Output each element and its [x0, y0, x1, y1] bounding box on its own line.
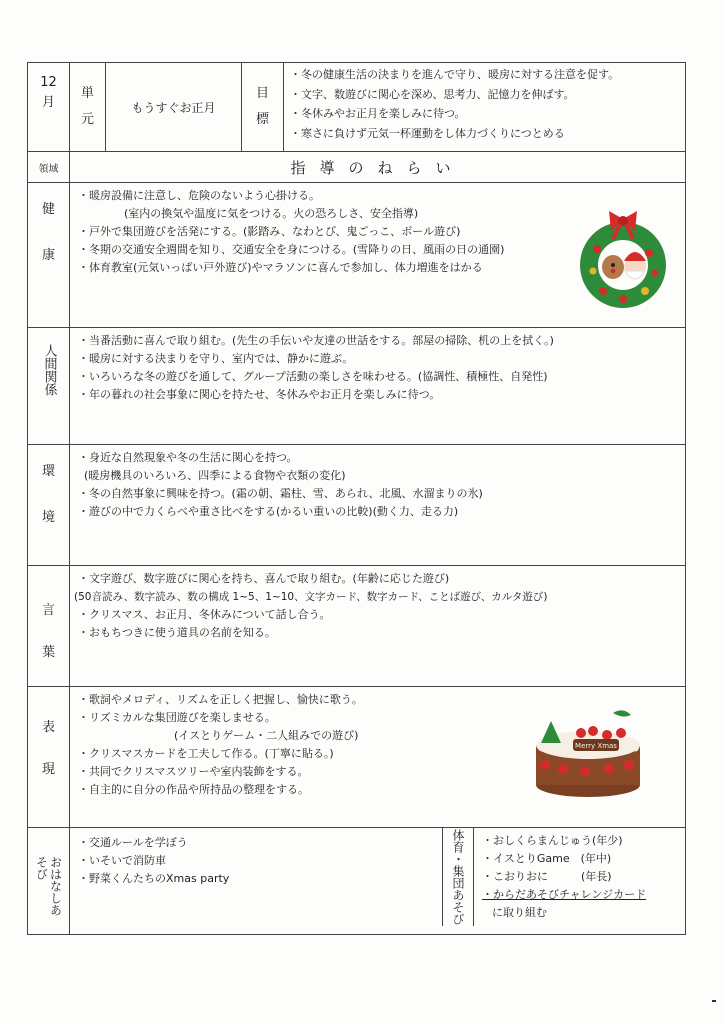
area-items-cell: [70, 687, 686, 828]
goal-item: ・冬の健康生活の決まりを進んで守り、暖房に対する注意を促す。: [290, 68, 620, 81]
list-item: ・文字遊び、数字遊びに関心を持ち、喜んで取り組む。(年齢に応じた遊び): [78, 572, 450, 585]
domain-label-cell: [28, 152, 70, 183]
area-name: 言 葉: [41, 603, 55, 660]
list-item: ・遊びの中で力くらべや重さ比べをする(かるい重いの比較)(動く力、走る力): [78, 505, 459, 518]
goal-item: ・文字、数遊びに関心を深め、思考力、記憶力を伸ばす。: [290, 87, 575, 101]
asobi-row: [28, 828, 686, 935]
list-item: ・暖房設備に注意し、危険のないよう心掛ける。: [78, 189, 320, 202]
list-item: ・交通ルールを学ぼう: [78, 836, 188, 849]
area-name-cell: [28, 687, 70, 828]
month-cell: [28, 63, 70, 152]
area-name-cell: [28, 566, 70, 687]
header-row: [28, 63, 686, 152]
list-item: ・自主的に自分の作品や所持品の整理をする。: [78, 783, 309, 796]
list-item: ・野菜くんたちのXmas party: [78, 872, 230, 885]
domain-label: 領域: [38, 163, 59, 175]
list-item: ・いろいろな冬の遊びを通して、グループ活動の楽しさを味わせる。(協調性、積極性、自発性): [78, 370, 548, 383]
area-name: 人間関係: [41, 344, 57, 396]
area-row-language: [28, 566, 686, 687]
plan-table: [27, 62, 686, 935]
taiiku-list: [474, 828, 685, 926]
list-item: ・暖房に対する決まりを守り、室内では、静かに遊ぶ。: [78, 352, 354, 365]
list-item: ・冬の自然事象に興味を持つ。(霜の朝、霜柱、雪、あられ、北風、水溜まりの氷): [78, 487, 483, 500]
area-name-cell: [28, 445, 70, 566]
list-item: に取り組む: [492, 906, 547, 919]
goal-label: 目 標: [255, 86, 269, 127]
ohanashi-label-cell: [28, 828, 70, 935]
section-title-cell: [70, 152, 686, 183]
list-item: ・身近な自然現象や冬の生活に関心を持つ。: [78, 451, 298, 464]
list-item: (50音読み、数字読み、数の構成 1~5、1~10、文字カード、数字カード、ことば遊び、カルタ遊び): [74, 591, 548, 603]
area-row-expression: [28, 687, 686, 828]
goal-item: ・冬休みやお正月を楽しみに待つ。: [290, 107, 466, 120]
list-item: ・イスとりGame (年中): [482, 852, 612, 865]
list-item: ・共同でクリスマスツリーや室内装飾をする。: [78, 765, 309, 778]
area-items-cell: [70, 328, 686, 445]
area-name-cell: [28, 183, 70, 328]
list-item: ・年の暮れの社会事象に関心を持たせ、冬休みやお正月を楽しみに待つ。: [78, 388, 441, 401]
wreath-illustration: [573, 209, 673, 309]
scan-speck: [712, 1000, 716, 1002]
area-row-environment: [28, 445, 686, 566]
section-title: 指導のねらい: [290, 158, 465, 177]
asobi-content-cell: [70, 828, 686, 935]
area-items-cell: [70, 183, 686, 328]
goal-item: ・寒さに負けず元気一杯運動をし体力づくりにつとめる: [290, 126, 565, 140]
unit-label-cell: [70, 63, 106, 152]
ohanashi-list: [70, 828, 443, 926]
asobi-wrap: [70, 828, 685, 926]
unit-name: もうすぐお正月: [131, 100, 216, 115]
list-item: ・クリスマスカードを工夫して作る。(丁寧に貼る。): [78, 747, 334, 760]
list-item: ・こおりおに (年長): [482, 870, 612, 883]
goals-cell: [284, 63, 686, 152]
area-items-cell: [70, 566, 686, 687]
list-item: ・クリスマス、お正月、冬休みについて話し合う。: [78, 608, 331, 621]
list-item: ・おもちつきに使う道具の名前を知る。: [78, 626, 276, 639]
area-name-cell: [28, 328, 70, 445]
list-item: (暖房機具のいろいろ、四季による食物や衣類の変化): [84, 469, 346, 482]
list-item: ・体育教室(元気いっぱい戸外遊び)やマラソンに喜んで参加し、体力増進をはかる: [78, 261, 483, 274]
list-item: ・冬期の交通安全週間を知り、交通安全を身につける。(雪降りの日、風雨の日の通園): [78, 243, 505, 256]
area-name: 環 境: [41, 464, 55, 525]
list-item: ・おしくらまんじゅう(年少): [482, 834, 623, 847]
list-item: ・いそいで消防車: [78, 854, 166, 867]
list-item: ・戸外で集団遊びを活発にする。(影踏み、なわとび、鬼ごっこ、ボール遊び): [78, 225, 461, 238]
area-name: 健 康: [41, 202, 55, 263]
lesson-plan-sheet: [27, 62, 685, 925]
list-item: ・からだあそびチャレンジカード: [482, 888, 647, 901]
cake-plaque-text: Merry Xmas: [575, 742, 617, 750]
area-items-cell: [70, 445, 686, 566]
list-item: (イスとりゲーム・二人組みでの遊び): [174, 729, 359, 742]
list-item: ・リズミカルな集団遊びを楽しませる。: [78, 711, 276, 724]
unit-label: 単 元: [80, 86, 94, 127]
area-row-health: [28, 183, 686, 328]
unit-name-cell: [106, 63, 242, 152]
area-name: 表 現: [41, 720, 55, 777]
goal-label-cell: [242, 63, 284, 152]
taiiku-label: 体育・集団あそび: [451, 829, 465, 925]
list-item: ・歌詞やメロディ、リズムを正しく把握し、愉快に歌う。: [78, 693, 363, 706]
list-item: ・当番活動に喜んで取り組む。(先生の手伝いや友達の世話をする。部屋の掃除、机の上を拭く。): [78, 334, 554, 347]
ohanashi-label: おはなしあそび: [34, 856, 63, 916]
christmas-cake-illustration: [527, 703, 649, 803]
list-item: (室内の換気や温度に気をつける。火の恐ろしさ、安全指導): [124, 207, 419, 220]
area-row-human-relations: [28, 328, 686, 445]
taiiku-label-cell: [443, 828, 474, 926]
section-title-row: [28, 152, 686, 183]
month-label: 12 月: [40, 75, 57, 110]
